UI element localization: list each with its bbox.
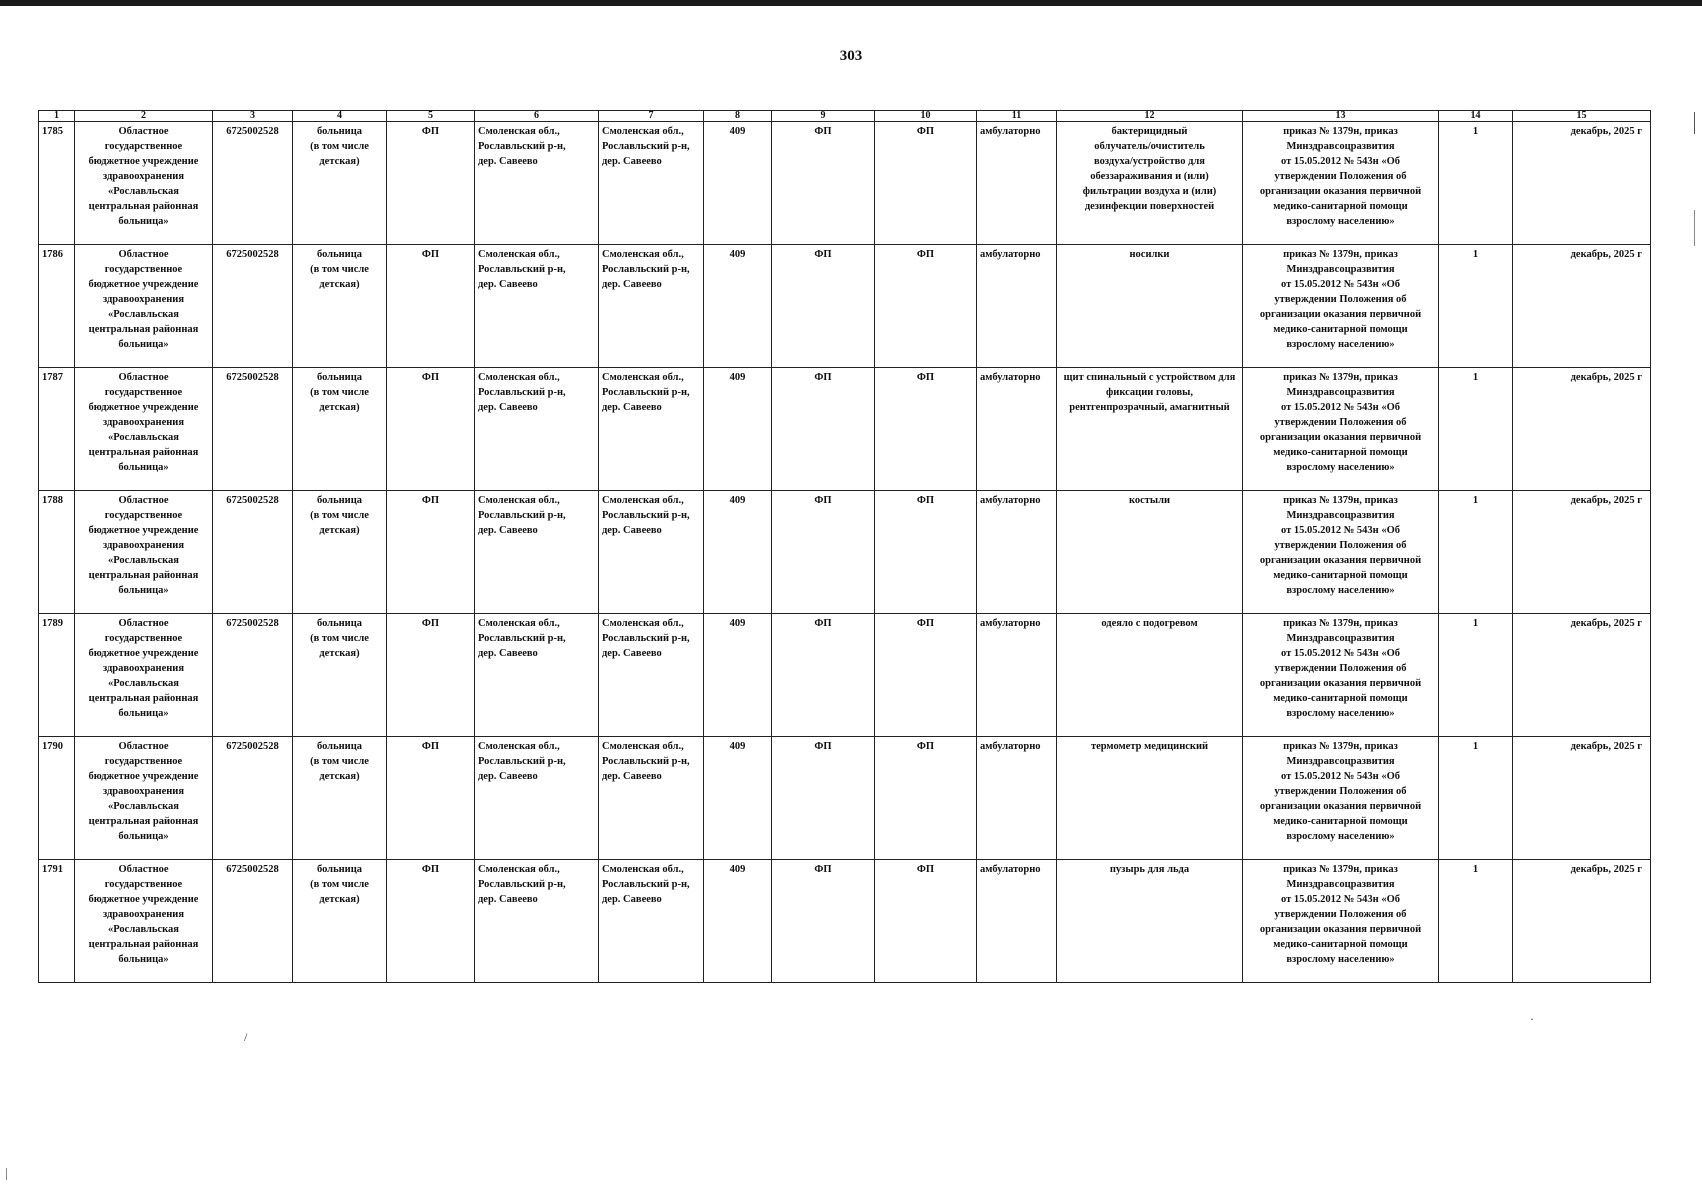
legal-basis-cell-text: приказ № 1379н, приказ Минздравсоцразвития от 15.05.2012 № 543н «Об утверждении Положения об организации оказания первичной медико-санитарной помощи взрослому населению» bbox=[1259, 618, 1422, 719]
code-cell bbox=[704, 368, 772, 491]
address-cell-text: Смоленская обл., Рославльский р-н, дер. Савеево bbox=[478, 618, 566, 659]
unit-cell bbox=[387, 245, 475, 368]
actual-address-cell-text: Смоленская обл., Рославльский р-н, дер. Савеево bbox=[602, 372, 690, 413]
address-cell bbox=[475, 491, 599, 614]
column-number-header: 1 bbox=[39, 111, 75, 122]
subdivision-cell-text: ФП bbox=[916, 741, 935, 752]
actual-address-cell bbox=[599, 737, 704, 860]
column-number-header: 3 bbox=[213, 111, 293, 122]
scan-edge-mark bbox=[6, 1168, 7, 1180]
unit-cell-text: ФП bbox=[421, 618, 440, 629]
quantity-cell bbox=[1439, 491, 1513, 614]
row-number-cell-text: 1791 bbox=[42, 864, 63, 875]
facility-type-cell bbox=[293, 122, 387, 245]
row-number-cell-text: 1785 bbox=[42, 126, 63, 137]
facility-type-cell bbox=[293, 737, 387, 860]
unit-cell-text: ФП bbox=[421, 864, 440, 875]
inn-cell-text: 6725002528 bbox=[226, 126, 279, 137]
row-number-cell-text: 1789 bbox=[42, 618, 63, 629]
unit-type-cell bbox=[772, 491, 875, 614]
facility-type-cell bbox=[293, 245, 387, 368]
facility-type-cell-text: больница (в том числе детская) bbox=[310, 864, 369, 905]
care-mode-cell bbox=[977, 860, 1057, 983]
quantity-cell-text: 1 bbox=[1472, 249, 1479, 260]
unit-cell bbox=[387, 614, 475, 737]
care-mode-cell-text: амбулаторно bbox=[980, 126, 1041, 137]
inn-cell bbox=[213, 860, 293, 983]
column-number-header: 10 bbox=[875, 111, 977, 122]
code-cell-text: 409 bbox=[729, 249, 746, 260]
unit-type-cell bbox=[772, 737, 875, 860]
delivery-date-cell-text: декабрь, 2025 г bbox=[1570, 372, 1642, 383]
subdivision-cell bbox=[875, 122, 977, 245]
care-mode-cell bbox=[977, 491, 1057, 614]
delivery-date-cell-text: декабрь, 2025 г bbox=[1570, 126, 1642, 137]
delivery-date-cell-text: декабрь, 2025 г bbox=[1570, 618, 1642, 629]
organization-cell-text: Областное государственное бюджетное учреждение здравоохранения «Рославльская центральная районная больница» bbox=[88, 495, 199, 596]
unit-cell bbox=[387, 860, 475, 983]
inn-cell-text: 6725002528 bbox=[226, 372, 279, 383]
unit-cell bbox=[387, 368, 475, 491]
equipment-name-cell-text: пузырь для льда bbox=[1109, 864, 1190, 875]
legal-basis-cell bbox=[1243, 491, 1439, 614]
actual-address-cell bbox=[599, 614, 704, 737]
legal-basis-cell-text: приказ № 1379н, приказ Минздравсоцразвития от 15.05.2012 № 543н «Об утверждении Положения об организации оказания первичной медико-санитарной помощи взрослому населению» bbox=[1259, 864, 1422, 965]
quantity-cell bbox=[1439, 368, 1513, 491]
equipment-name-cell bbox=[1057, 737, 1243, 860]
organization-cell bbox=[75, 122, 213, 245]
row-number-cell-text: 1790 bbox=[42, 741, 63, 752]
organization-cell bbox=[75, 245, 213, 368]
delivery-date-cell-text: декабрь, 2025 г bbox=[1570, 495, 1642, 506]
actual-address-cell bbox=[599, 368, 704, 491]
legal-basis-cell-text: приказ № 1379н, приказ Минздравсоцразвития от 15.05.2012 № 543н «Об утверждении Положения об организации оказания первичной медико-санитарной помощи взрослому населению» bbox=[1259, 249, 1422, 350]
unit-type-cell-text: ФП bbox=[814, 618, 832, 629]
facility-type-cell-text: больница (в том числе детская) bbox=[310, 372, 369, 413]
column-number-header: 5 bbox=[387, 111, 475, 122]
equipment-name-cell bbox=[1057, 368, 1243, 491]
unit-type-cell bbox=[772, 614, 875, 737]
code-cell bbox=[704, 860, 772, 983]
column-number-header: 14 bbox=[1439, 111, 1513, 122]
address-cell-text: Смоленская обл., Рославльский р-н, дер. Савеево bbox=[478, 372, 566, 413]
organization-cell bbox=[75, 614, 213, 737]
inn-cell-text: 6725002528 bbox=[226, 741, 279, 752]
quantity-cell-text: 1 bbox=[1472, 864, 1479, 875]
unit-type-cell-text: ФП bbox=[814, 864, 832, 875]
row-number-cell bbox=[39, 737, 75, 860]
unit-type-cell-text: ФП bbox=[814, 372, 832, 383]
scan-mark: · bbox=[1530, 1012, 1534, 1026]
subdivision-cell bbox=[875, 737, 977, 860]
table-row bbox=[39, 737, 1651, 860]
subdivision-cell bbox=[875, 368, 977, 491]
quantity-cell bbox=[1439, 245, 1513, 368]
legal-basis-cell bbox=[1243, 860, 1439, 983]
row-number-cell bbox=[39, 368, 75, 491]
care-mode-cell-text: амбулаторно bbox=[980, 741, 1041, 752]
column-number-header: 6 bbox=[475, 111, 599, 122]
scan-mark: / bbox=[244, 1030, 248, 1044]
column-number-header: 8 bbox=[704, 111, 772, 122]
quantity-cell bbox=[1439, 122, 1513, 245]
inn-cell-text: 6725002528 bbox=[226, 249, 279, 260]
facility-type-cell-text: больница (в том числе детская) bbox=[310, 249, 369, 290]
organization-cell-text: Областное государственное бюджетное учреждение здравоохранения «Рославльская центральная районная больница» bbox=[88, 864, 199, 965]
subdivision-cell-text: ФП bbox=[916, 618, 935, 629]
address-cell-text: Смоленская обл., Рославльский р-н, дер. Савеево bbox=[478, 495, 566, 536]
delivery-date-cell bbox=[1513, 368, 1651, 491]
table-row bbox=[39, 491, 1651, 614]
care-mode-cell-text: амбулаторно bbox=[980, 372, 1041, 383]
legal-basis-cell bbox=[1243, 122, 1439, 245]
table-row bbox=[39, 245, 1651, 368]
equipment-name-cell bbox=[1057, 491, 1243, 614]
equipment-name-cell-text: носилки bbox=[1129, 249, 1170, 260]
quantity-cell bbox=[1439, 860, 1513, 983]
unit-type-cell bbox=[772, 368, 875, 491]
facility-type-cell bbox=[293, 368, 387, 491]
inn-cell bbox=[213, 491, 293, 614]
table-row bbox=[39, 122, 1651, 245]
equipment-name-cell bbox=[1057, 245, 1243, 368]
equipment-name-cell bbox=[1057, 614, 1243, 737]
unit-type-cell-text: ФП bbox=[814, 249, 832, 260]
code-cell-text: 409 bbox=[729, 864, 746, 875]
inn-cell-text: 6725002528 bbox=[226, 618, 279, 629]
inn-cell bbox=[213, 368, 293, 491]
facility-type-cell-text: больница (в том числе детская) bbox=[310, 126, 369, 167]
inn-cell bbox=[213, 122, 293, 245]
column-number-header: 9 bbox=[772, 111, 875, 122]
actual-address-cell-text: Смоленская обл., Рославльский р-н, дер. Савеево bbox=[602, 618, 690, 659]
inn-cell-text: 6725002528 bbox=[226, 495, 279, 506]
column-number-header: 4 bbox=[293, 111, 387, 122]
subdivision-cell-text: ФП bbox=[916, 126, 935, 137]
unit-type-cell-text: ФП bbox=[814, 495, 832, 506]
column-number-row bbox=[39, 111, 1651, 122]
actual-address-cell-text: Смоленская обл., Рославльский р-н, дер. Савеево bbox=[602, 126, 690, 167]
delivery-date-cell bbox=[1513, 122, 1651, 245]
facility-type-cell bbox=[293, 614, 387, 737]
unit-cell-text: ФП bbox=[421, 249, 440, 260]
care-mode-cell bbox=[977, 737, 1057, 860]
delivery-date-cell bbox=[1513, 614, 1651, 737]
row-number-cell-text: 1786 bbox=[42, 249, 63, 260]
actual-address-cell-text: Смоленская обл., Рославльский р-н, дер. Савеево bbox=[602, 864, 690, 905]
actual-address-cell bbox=[599, 491, 704, 614]
care-mode-cell-text: амбулаторно bbox=[980, 618, 1041, 629]
subdivision-cell bbox=[875, 245, 977, 368]
actual-address-cell bbox=[599, 860, 704, 983]
column-number-header: 7 bbox=[599, 111, 704, 122]
equipment-name-cell-text: термометр медицинский bbox=[1090, 741, 1209, 752]
column-number-header: 15 bbox=[1513, 111, 1651, 122]
unit-cell-text: ФП bbox=[421, 126, 440, 137]
inn-cell bbox=[213, 245, 293, 368]
subdivision-cell bbox=[875, 860, 977, 983]
unit-type-cell-text: ФП bbox=[814, 126, 832, 137]
subdivision-cell bbox=[875, 491, 977, 614]
code-cell-text: 409 bbox=[729, 126, 746, 137]
organization-cell bbox=[75, 491, 213, 614]
subdivision-cell bbox=[875, 614, 977, 737]
delivery-date-cell-text: декабрь, 2025 г bbox=[1570, 864, 1642, 875]
quantity-cell-text: 1 bbox=[1472, 495, 1479, 506]
legal-basis-cell bbox=[1243, 368, 1439, 491]
actual-address-cell bbox=[599, 245, 704, 368]
delivery-date-cell-text: декабрь, 2025 г bbox=[1570, 741, 1642, 752]
unit-cell bbox=[387, 122, 475, 245]
legal-basis-cell-text: приказ № 1379н, приказ Минздравсоцразвития от 15.05.2012 № 543н «Об утверждении Положения об организации оказания первичной медико-санитарной помощи взрослому населению» bbox=[1259, 495, 1422, 596]
column-number-header: 2 bbox=[75, 111, 213, 122]
scan-edge-mark bbox=[1694, 210, 1695, 246]
subdivision-cell-text: ФП bbox=[916, 372, 935, 383]
actual-address-cell-text: Смоленская обл., Рославльский р-н, дер. Савеево bbox=[602, 741, 690, 782]
quantity-cell bbox=[1439, 614, 1513, 737]
organization-cell-text: Областное государственное бюджетное учреждение здравоохранения «Рославльская центральная районная больница» bbox=[88, 126, 199, 227]
address-cell bbox=[475, 860, 599, 983]
row-number-cell bbox=[39, 245, 75, 368]
organization-cell-text: Областное государственное бюджетное учреждение здравоохранения «Рославльская центральная районная больница» bbox=[88, 741, 199, 842]
quantity-cell-text: 1 bbox=[1472, 618, 1479, 629]
unit-type-cell bbox=[772, 860, 875, 983]
organization-cell bbox=[75, 737, 213, 860]
delivery-date-cell bbox=[1513, 860, 1651, 983]
quantity-cell-text: 1 bbox=[1472, 126, 1479, 137]
equipment-name-cell bbox=[1057, 860, 1243, 983]
address-cell bbox=[475, 245, 599, 368]
legal-basis-cell-text: приказ № 1379н, приказ Минздравсоцразвития от 15.05.2012 № 543н «Об утверждении Положения об организации оказания первичной медико-санитарной помощи взрослому населению» bbox=[1259, 372, 1422, 473]
code-cell-text: 409 bbox=[729, 741, 746, 752]
unit-cell-text: ФП bbox=[421, 372, 440, 383]
organization-cell bbox=[75, 368, 213, 491]
care-mode-cell bbox=[977, 245, 1057, 368]
care-mode-cell bbox=[977, 614, 1057, 737]
equipment-name-cell-text: одеяло с подогревом bbox=[1101, 618, 1198, 629]
scan-edge-mark bbox=[1694, 112, 1695, 134]
code-cell-text: 409 bbox=[729, 372, 746, 383]
care-mode-cell bbox=[977, 122, 1057, 245]
table-row bbox=[39, 860, 1651, 983]
facility-type-cell bbox=[293, 860, 387, 983]
address-cell-text: Смоленская обл., Рославльский р-н, дер. Савеево bbox=[478, 249, 566, 290]
legal-basis-cell bbox=[1243, 614, 1439, 737]
code-cell-text: 409 bbox=[729, 618, 746, 629]
unit-cell bbox=[387, 491, 475, 614]
address-cell bbox=[475, 614, 599, 737]
organization-cell-text: Областное государственное бюджетное учреждение здравоохранения «Рославльская центральная районная больница» bbox=[88, 372, 199, 473]
delivery-date-cell bbox=[1513, 245, 1651, 368]
organization-cell bbox=[75, 860, 213, 983]
legal-basis-cell bbox=[1243, 737, 1439, 860]
code-cell bbox=[704, 122, 772, 245]
row-number-cell bbox=[39, 122, 75, 245]
unit-type-cell bbox=[772, 245, 875, 368]
equipment-name-cell bbox=[1057, 122, 1243, 245]
care-mode-cell-text: амбулаторно bbox=[980, 249, 1041, 260]
actual-address-cell-text: Смоленская обл., Рославльский р-н, дер. Савеево bbox=[602, 249, 690, 290]
table-row bbox=[39, 368, 1651, 491]
unit-type-cell-text: ФП bbox=[814, 741, 832, 752]
table-body bbox=[39, 122, 1651, 983]
code-cell bbox=[704, 245, 772, 368]
organization-cell-text: Областное государственное бюджетное учреждение здравоохранения «Рославльская центральная районная больница» bbox=[88, 618, 199, 719]
address-cell bbox=[475, 368, 599, 491]
address-cell bbox=[475, 122, 599, 245]
code-cell-text: 409 bbox=[729, 495, 746, 506]
address-cell-text: Смоленская обл., Рославльский р-н, дер. Савеево bbox=[478, 741, 566, 782]
column-number-header: 13 bbox=[1243, 111, 1439, 122]
unit-type-cell bbox=[772, 122, 875, 245]
equipment-table bbox=[38, 110, 1651, 983]
address-cell bbox=[475, 737, 599, 860]
equipment-name-cell-text: бактерицидный облучатель/очиститель воздуха/устройство для обеззараживания и (или) фильтрации воздуха и (или) дезинфекции поверхностей bbox=[1082, 126, 1217, 212]
column-number-header: 12 bbox=[1057, 111, 1243, 122]
row-number-cell-text: 1787 bbox=[42, 372, 63, 383]
code-cell bbox=[704, 491, 772, 614]
organization-cell-text: Областное государственное бюджетное учреждение здравоохранения «Рославльская центральная районная больница» bbox=[88, 249, 199, 350]
facility-type-cell bbox=[293, 491, 387, 614]
equipment-name-cell-text: щит спинальный с устройством для фиксации головы, рентгенпрозрачный, амагнитный bbox=[1063, 372, 1236, 413]
page-number: 303 bbox=[839, 48, 863, 64]
unit-cell-text: ФП bbox=[421, 495, 440, 506]
row-number-cell bbox=[39, 491, 75, 614]
inn-cell bbox=[213, 737, 293, 860]
facility-type-cell-text: больница (в том числе детская) bbox=[310, 495, 369, 536]
table-row bbox=[39, 614, 1651, 737]
actual-address-cell bbox=[599, 122, 704, 245]
inn-cell bbox=[213, 614, 293, 737]
row-number-cell-text: 1788 bbox=[42, 495, 63, 506]
care-mode-cell bbox=[977, 368, 1057, 491]
care-mode-cell-text: амбулаторно bbox=[980, 495, 1041, 506]
equipment-name-cell-text: костыли bbox=[1128, 495, 1171, 506]
quantity-cell bbox=[1439, 737, 1513, 860]
facility-type-cell-text: больница (в том числе детская) bbox=[310, 618, 369, 659]
quantity-cell-text: 1 bbox=[1472, 372, 1479, 383]
legal-basis-cell bbox=[1243, 245, 1439, 368]
actual-address-cell-text: Смоленская обл., Рославльский р-н, дер. Савеево bbox=[602, 495, 690, 536]
code-cell bbox=[704, 614, 772, 737]
unit-cell bbox=[387, 737, 475, 860]
address-cell-text: Смоленская обл., Рославльский р-н, дер. Савеево bbox=[478, 864, 566, 905]
legal-basis-cell-text: приказ № 1379н, приказ Минздравсоцразвития от 15.05.2012 № 543н «Об утверждении Положения об организации оказания первичной медико-санитарной помощи взрослому населению» bbox=[1259, 126, 1422, 227]
subdivision-cell-text: ФП bbox=[916, 249, 935, 260]
top-border-rule bbox=[0, 0, 1702, 6]
row-number-cell bbox=[39, 614, 75, 737]
column-number-header: 11 bbox=[977, 111, 1057, 122]
care-mode-cell-text: амбулаторно bbox=[980, 864, 1041, 875]
inn-cell-text: 6725002528 bbox=[226, 864, 279, 875]
legal-basis-cell-text: приказ № 1379н, приказ Минздравсоцразвития от 15.05.2012 № 543н «Об утверждении Положения об организации оказания первичной медико-санитарной помощи взрослому населению» bbox=[1259, 741, 1422, 842]
delivery-date-cell-text: декабрь, 2025 г bbox=[1570, 249, 1642, 260]
delivery-date-cell bbox=[1513, 737, 1651, 860]
quantity-cell-text: 1 bbox=[1472, 741, 1479, 752]
code-cell bbox=[704, 737, 772, 860]
facility-type-cell-text: больница (в том числе детская) bbox=[310, 741, 369, 782]
row-number-cell bbox=[39, 860, 75, 983]
delivery-date-cell bbox=[1513, 491, 1651, 614]
subdivision-cell-text: ФП bbox=[916, 495, 935, 506]
subdivision-cell-text: ФП bbox=[916, 864, 935, 875]
unit-cell-text: ФП bbox=[421, 741, 440, 752]
address-cell-text: Смоленская обл., Рославльский р-н, дер. Савеево bbox=[478, 126, 566, 167]
